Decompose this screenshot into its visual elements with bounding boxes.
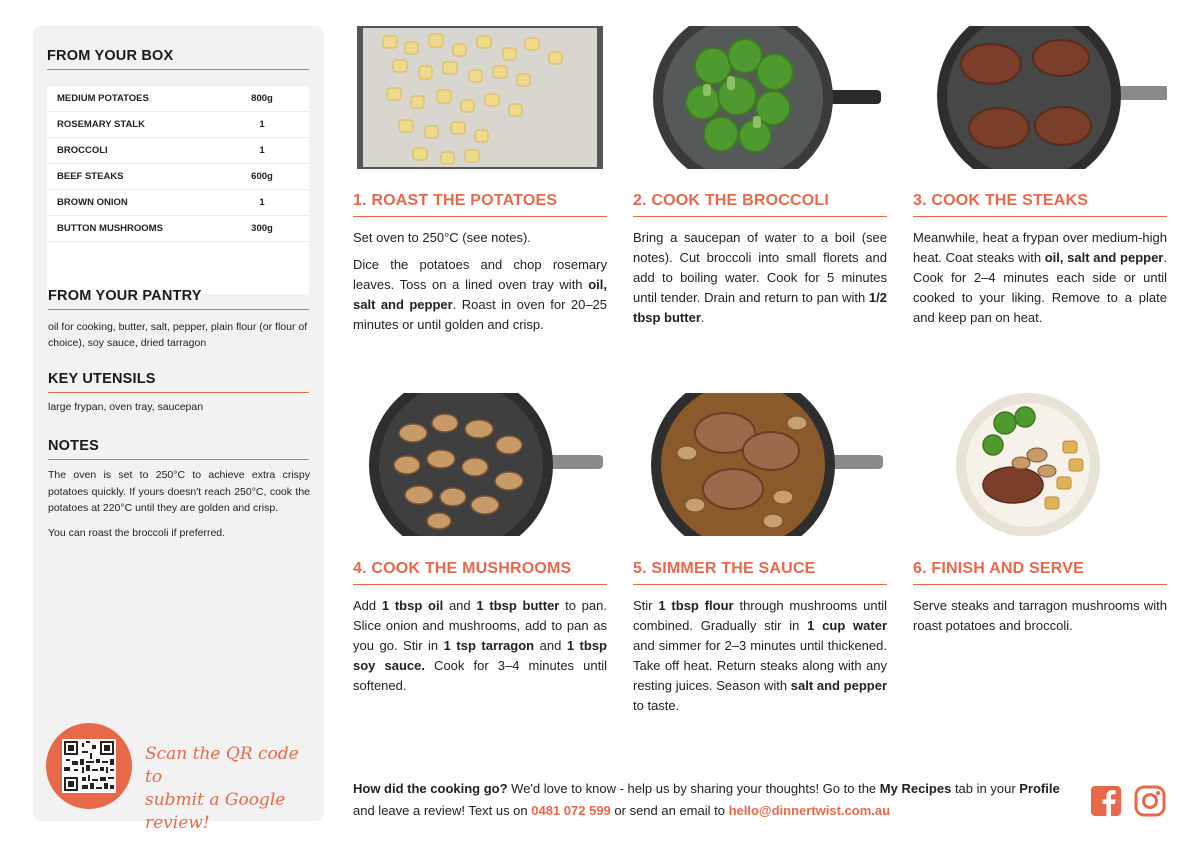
instagram-icon[interactable] (1134, 785, 1166, 817)
qr-code-badge[interactable] (46, 723, 132, 809)
table-row (47, 86, 309, 112)
step-paragraph: Meanwhile, heat a frypan over medium-high heat. Coat steaks with oil, salt and pepper. Cook for 2–4 minutes each side or until cooked to your liking. Remove to a plate and keep pan on heat. (913, 230, 1167, 325)
step-5-text (633, 596, 887, 723)
cook-mushrooms-image (353, 393, 607, 536)
email-link[interactable]: hello@dinnertwist.com.au (728, 803, 891, 818)
key-utensils-title: KEY UTENSILS (48, 371, 309, 393)
table-row (47, 138, 309, 164)
from-your-box-title: FROM YOUR BOX (47, 48, 309, 70)
ingredient-qty: 300g (251, 223, 273, 234)
ingredient-name: BUTTON MUSHROOMS (57, 223, 163, 234)
step-5-title: 5. SIMMER THE SAUCE (633, 560, 887, 585)
ingredients-table (47, 86, 309, 294)
footer-question: How did the cooking go? (353, 781, 508, 796)
ingredient-name: ROSEMARY STALK (57, 119, 145, 130)
step-paragraph: Dice the potatoes and chop rosemary leaves. Toss on a lined oven tray with oil, salt and pepper. Roast in oven for 20–25 minutes or until golden and crisp. (353, 257, 608, 332)
step-4-title: 4. COOK THE MUSHROOMS (353, 560, 607, 585)
ingredient-name: BROCCOLI (57, 145, 108, 156)
ingredient-name: MEDIUM POTATOES (57, 93, 149, 104)
qr-caption (145, 743, 315, 835)
step-3-text (913, 228, 1167, 335)
step-2-text (633, 228, 887, 335)
ingredient-qty: 1 (259, 119, 265, 130)
step-2-title: 2. COOK THE BROCCOLI (633, 192, 887, 217)
table-row (47, 216, 309, 242)
my-recipes-link[interactable]: My Recipes (879, 781, 952, 796)
from-your-pantry-title: FROM YOUR PANTRY (48, 288, 309, 310)
notes-paragraph: You can roast the broccoli if preferred. (48, 526, 226, 539)
roast-potatoes-image (353, 26, 607, 169)
facebook-icon[interactable] (1090, 785, 1122, 817)
review-footer: How did the cooking go? We'd love to know - help us by sharing your thoughts! Go to the My Recipes tab in your Profile and leave a review! Text us on 0481 072 599 or send an email to hello@dinnertwist.com.au (353, 781, 1060, 818)
notes-text (48, 467, 310, 549)
profile-link[interactable]: Profile (1019, 781, 1060, 796)
step-1-text (353, 228, 607, 342)
ingredient-name: BEEF STEAKS (57, 171, 124, 182)
simmer-sauce-image (633, 393, 887, 536)
phone-link[interactable]: 0481 072 599 (531, 803, 611, 818)
step-paragraph: Add 1 tbsp oil and 1 tbsp butter to pan. Slice onion and mushrooms, add to pan as you go. Stir in 1 tsp tarragon and 1 tbsp soy sauce. Cook for 3–4 minutes until softened. (353, 598, 607, 693)
ingredient-qty: 600g (251, 171, 273, 182)
step-4-text (353, 596, 607, 703)
qr-caption-line: submit a Google review! (145, 790, 286, 833)
ingredient-qty: 1 (259, 145, 265, 156)
notes-title: NOTES (48, 438, 309, 460)
step-3-title: 3. COOK THE STEAKS (913, 192, 1167, 217)
table-row (47, 164, 309, 190)
table-row (47, 190, 309, 216)
step-paragraph: Set oven to 250°C (see notes). (353, 230, 531, 245)
step-paragraph: Serve steaks and tarragon mushrooms with roast potatoes and broccoli. (913, 598, 1167, 633)
utensils-text: large frypan, oven tray, saucepan (48, 401, 204, 413)
qr-code-icon (62, 739, 116, 793)
ingredient-qty: 800g (251, 93, 273, 104)
ingredient-name: BROWN ONION (57, 197, 128, 208)
pantry-text: oil for cooking, butter, salt, pepper, plain flour (or flour of choice), soy sauce, dried tarragon (48, 321, 308, 349)
step-6-title: 6. FINISH AND SERVE (913, 560, 1167, 585)
sidebar (33, 26, 324, 833)
step-paragraph: Bring a saucepan of water to a boil (see notes). Cut broccoli into small florets and add to boiling water. Cook for 5 minutes until tender. Drain and return to pan with 1/2 tbsp butter. (633, 230, 887, 325)
ingredient-qty: 1 (259, 197, 265, 208)
finish-serve-image (913, 393, 1167, 536)
table-row (47, 112, 309, 138)
step-1-title: 1. ROAST THE POTATOES (353, 192, 607, 217)
qr-caption-line: Scan the QR code to (145, 744, 299, 787)
notes-paragraph: The oven is set to 250°C to achieve extra crispy potatoes quickly. If yours doesn't reach 250°C, cook the potatoes at 220°C until they are golden and crisp. (48, 469, 310, 514)
cook-broccoli-image (633, 26, 887, 169)
step-6-text (913, 596, 1167, 643)
step-paragraph: Stir 1 tbsp flour through mushrooms until combined. Gradually stir in 1 cup water and simmer for 2–3 minutes until thickened. Take off heat. Return steaks along with any resting juices. Season with salt and pepper to taste. (633, 598, 888, 713)
cook-steaks-image (913, 26, 1167, 169)
